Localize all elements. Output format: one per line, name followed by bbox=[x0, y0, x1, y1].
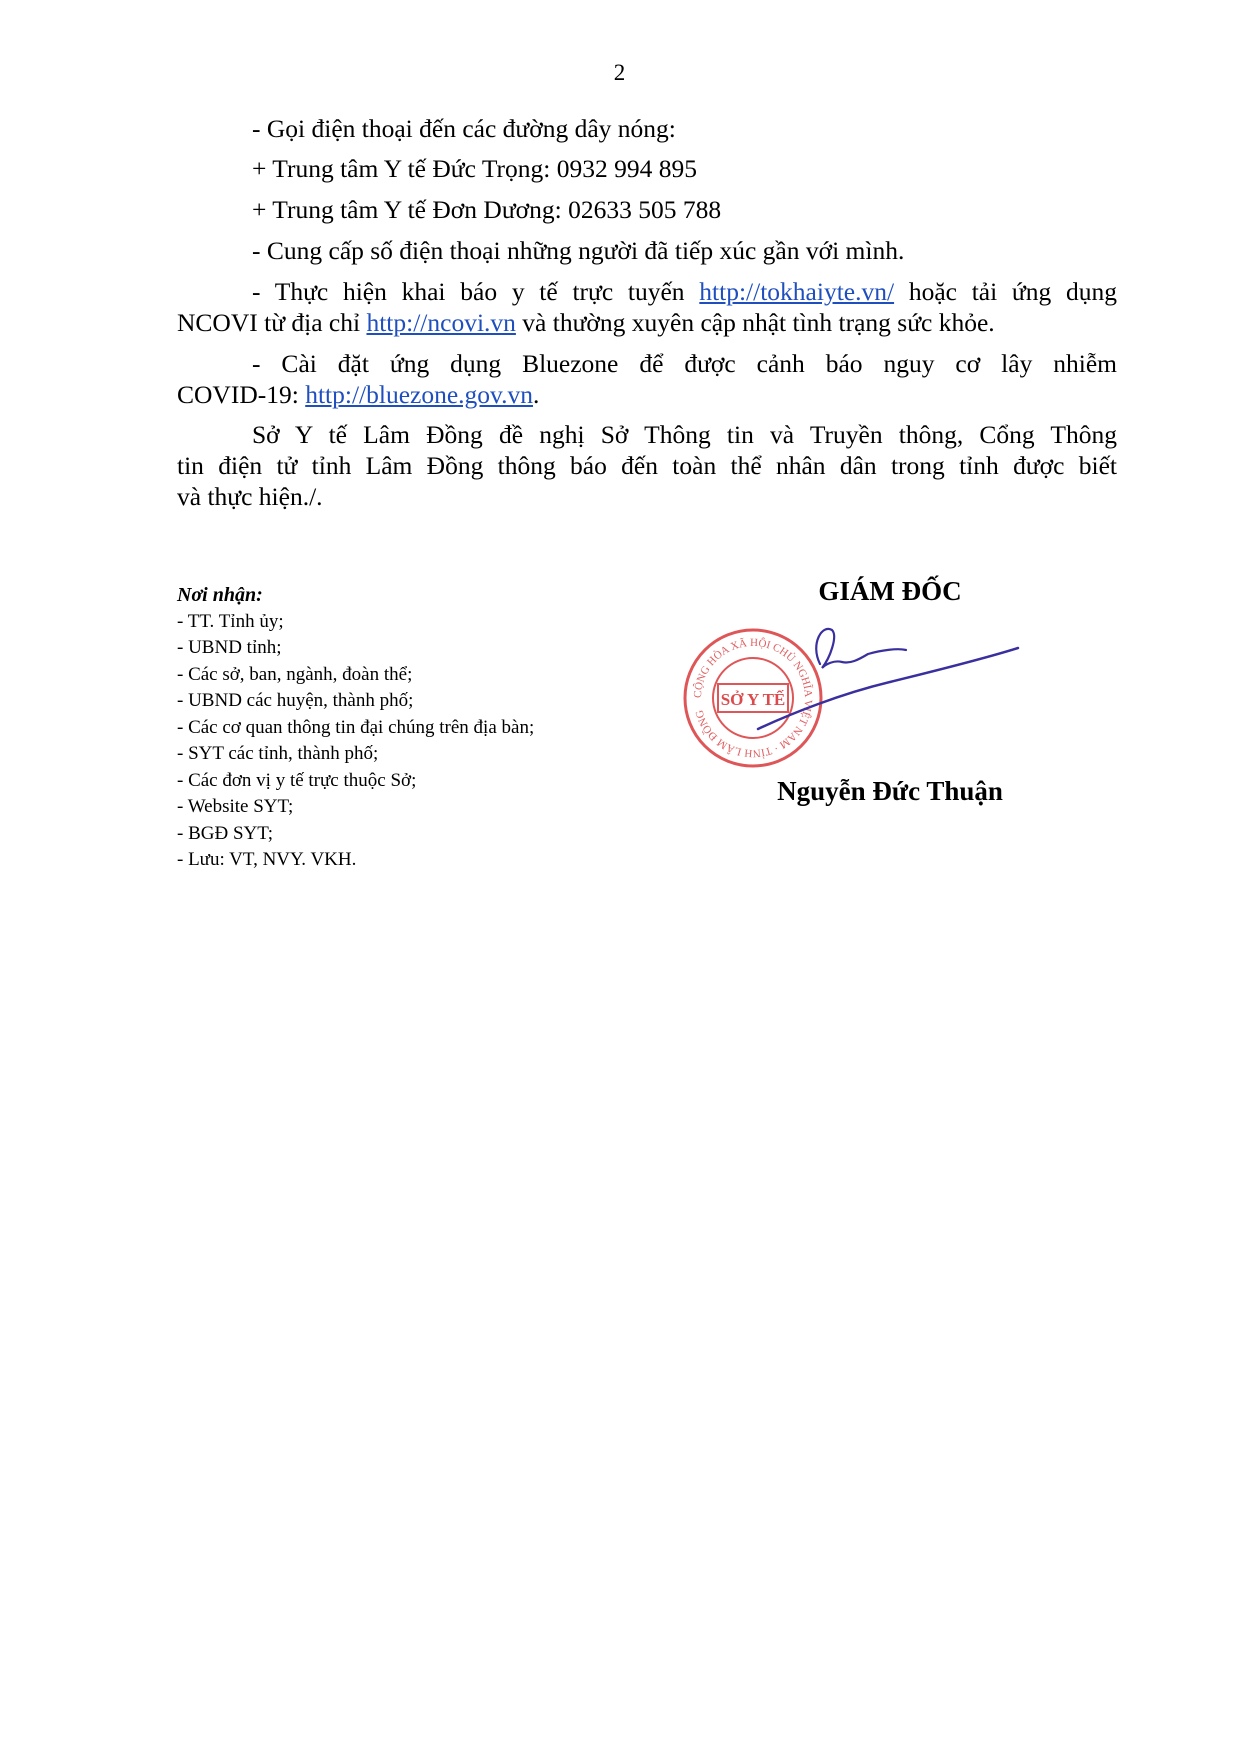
page-number: 2 bbox=[613, 60, 626, 85]
signer-name: Nguyễn Đức Thuận bbox=[777, 776, 1003, 806]
declare-prefix: - Thực hiện khai báo y tế trực tuyến bbox=[252, 277, 700, 306]
bluezone-suffix: . bbox=[533, 380, 540, 409]
paragraph-request-line-2: tin điện tử tỉnh Lâm Đồng thông báo đến toàn thể nhân dân trong tỉnh được biết bbox=[177, 451, 1117, 480]
bluezone-prefix: COVID-19: bbox=[177, 380, 306, 409]
paragraph-request-line-3: và thực hiện./. bbox=[177, 482, 323, 511]
recipient-item: - TT. Tỉnh ủy; bbox=[177, 610, 284, 632]
svg-text:CỘNG HÒA XÃ HỘI CHỦ NGHĨA VIỆT: CỘNG HÒA XÃ HỘI CHỦ NGHĨA VIỆT NAM · TỈNH LÂM ĐỒNG bbox=[691, 636, 815, 760]
paragraph-request-line-1: Sở Y tế Lâm Đồng đề nghị Sở Thông tin và Truyền thông, Cổng Thông bbox=[252, 420, 1117, 449]
paragraph-bluezone-line-2 bbox=[177, 378, 1117, 412]
declare-line2-suffix: và thường xuyên cập nhật tình trạng sức khỏe. bbox=[515, 308, 995, 337]
declare-middle: hoặc tải ứng dụng bbox=[894, 277, 1117, 306]
body-line-don-duong: + Trung tâm Y tế Đơn Dương: 02633 505 788 bbox=[252, 195, 722, 224]
document-body bbox=[177, 112, 1117, 512]
recipients-heading: Nơi nhận: bbox=[177, 584, 263, 606]
recipient-item: - Website SYT; bbox=[177, 796, 294, 817]
svg-text:SỞ Y TẾ: SỞ Y TẾ bbox=[720, 690, 786, 709]
paragraph-bluezone-line-1: - Cài đặt ứng dụng Bluezone để được cảnh báo nguy cơ lây nhiễm bbox=[252, 349, 1117, 378]
signature-block bbox=[690, 576, 1090, 806]
recipient-item: - Lưu: VT, NVY. VKH. bbox=[177, 849, 357, 870]
paragraph-declare-line-2 bbox=[177, 306, 1117, 340]
handwritten-signature-icon bbox=[750, 624, 1020, 734]
body-line-contacts: - Cung cấp số điện thoại những người đã tiếp xúc gần với mình. bbox=[252, 236, 905, 265]
ncovi-link[interactable]: http://ncovi.vn bbox=[366, 308, 516, 337]
paragraph-declare-line-1 bbox=[177, 275, 1117, 309]
signer-title: GIÁM ĐỐC bbox=[818, 576, 962, 606]
body-line-duc-trong: + Trung tâm Y tế Đức Trọng: 0932 994 895 bbox=[252, 154, 697, 183]
recipient-item: - BGĐ SYT; bbox=[177, 822, 274, 844]
recipient-item: - UBND tỉnh; bbox=[177, 637, 282, 658]
recipient-item: - Các đơn vị y tế trực thuộc Sở; bbox=[177, 769, 417, 791]
bluezone-link[interactable]: http://bluezone.gov.vn bbox=[305, 380, 534, 409]
recipient-item: - UBND các huyện, thành phố; bbox=[177, 690, 414, 711]
recipients-list bbox=[177, 582, 657, 874]
recipient-item: - Các sở, ban, ngành, đoàn thể; bbox=[177, 663, 413, 685]
recipient-item: - Các cơ quan thông tin đại chúng trên địa bàn; bbox=[177, 716, 535, 738]
recipient-item: - SYT các tỉnh, thành phố; bbox=[177, 743, 379, 764]
declare-line2-prefix: NCOVI từ địa chỉ bbox=[177, 308, 367, 337]
tokhaiyte-link[interactable]: http://tokhaiyte.vn/ bbox=[699, 277, 895, 306]
body-line-hotlines: - Gọi điện thoại đến các đường dây nóng: bbox=[252, 114, 676, 143]
